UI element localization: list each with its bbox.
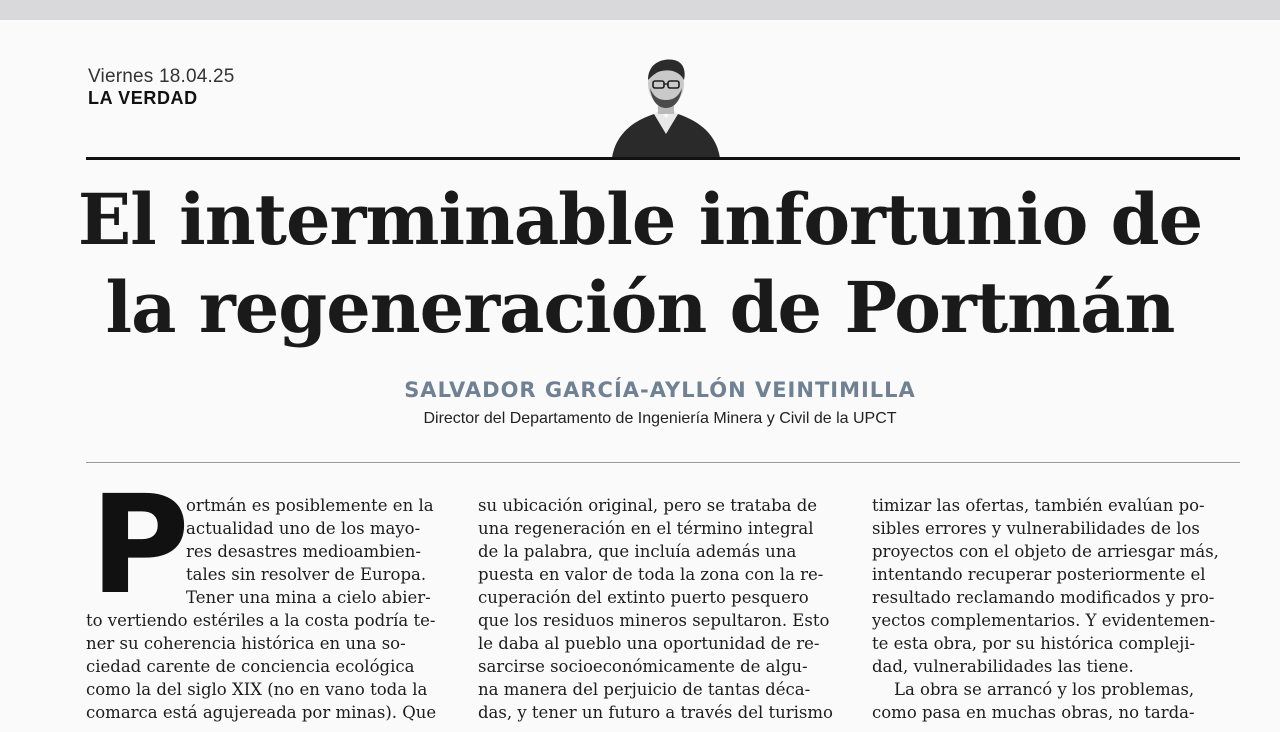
article-column-2 — [478, 494, 848, 732]
body-line: sibles errores y vulnerabilidades de los — [872, 519, 1200, 538]
body-line: su ubicación original, pero se trataba de — [478, 496, 818, 515]
newspaper-name: LA VERDAD — [88, 88, 198, 108]
author-name: SALVADOR GARCÍA-AYLLÓN VEINTIMILLA — [404, 378, 916, 402]
body-line: resultado reclamando modificados y pro- — [872, 588, 1215, 607]
author-photo — [608, 54, 724, 158]
body-line: Tener una mina a cielo abier- — [186, 588, 431, 607]
body-line: tales sin resolver de Europa. — [186, 565, 427, 584]
header-rule — [86, 157, 1240, 160]
top-edge-strip — [0, 0, 1280, 20]
body-line: proyectos con el objeto de arriesgar más, — [872, 542, 1219, 561]
publication-date: Viernes 18.04.25 — [88, 66, 235, 87]
body-line: ciedad carente de conciencia ecológica — [86, 657, 415, 676]
byline-rule — [86, 462, 1240, 463]
body-line: te esta obra, por su histórica compleji- — [872, 634, 1196, 653]
body-line: que los residuos mineros sepultaron. Esto — [478, 611, 830, 630]
body-line: cuperación del extinto puerto pesquero — [478, 588, 809, 607]
body-line: res desastres medioambien- — [186, 542, 421, 561]
body-line: ner su coherencia histórica en una so- — [86, 634, 406, 653]
headline-line-2: la regeneración de Portmán — [105, 266, 1175, 349]
body-line: das, y tener un futuro a través del turismo — [478, 703, 833, 722]
article-headline — [60, 176, 1220, 352]
body-line: una regeneración en el término integral — [478, 519, 814, 538]
body-line: timizar las ofertas, también evalúan po- — [872, 496, 1205, 515]
drop-cap: P — [90, 467, 190, 625]
body-line: como la del siglo XIX (no en vano toda la — [86, 680, 428, 699]
article-column-3 — [872, 494, 1242, 732]
body-line: sarcirse socioeconómicamente de algu- — [478, 657, 808, 676]
body-line: le daba al pueblo una oportunidad de re- — [478, 634, 820, 653]
body-line: comarca está agujereada por minas). Que — [86, 703, 437, 722]
body-line: na manera del perjuicio de tantas déca- — [478, 680, 811, 699]
article-column-1 — [86, 494, 456, 732]
body-line: yectos complementarios. Y evidentemen- — [872, 611, 1216, 630]
body-line: como pasa en muchas obras, no tarda- — [872, 703, 1195, 722]
body-line: de la palabra, que incluía además una — [478, 542, 797, 561]
body-line: intentando recuperar posteriormente el — [872, 565, 1206, 584]
body-line: ortmán es posiblemente en la — [186, 496, 434, 515]
body-line: dad, vulnerabilidades las tiene. — [872, 657, 1134, 676]
body-line: to vertiendo estériles a la costa podría te- — [86, 611, 436, 630]
headline-line-1: El interminable infortunio de — [77, 178, 1203, 261]
body-line: actualidad uno de los mayo- — [186, 519, 421, 538]
author-role: Director del Departamento de Ingeniería Minera y Civil de la UPCT — [423, 410, 897, 427]
body-line: puesta en valor de toda la zona con la re- — [478, 565, 824, 584]
body-line: La obra se arrancó y los problemas, — [894, 680, 1195, 699]
